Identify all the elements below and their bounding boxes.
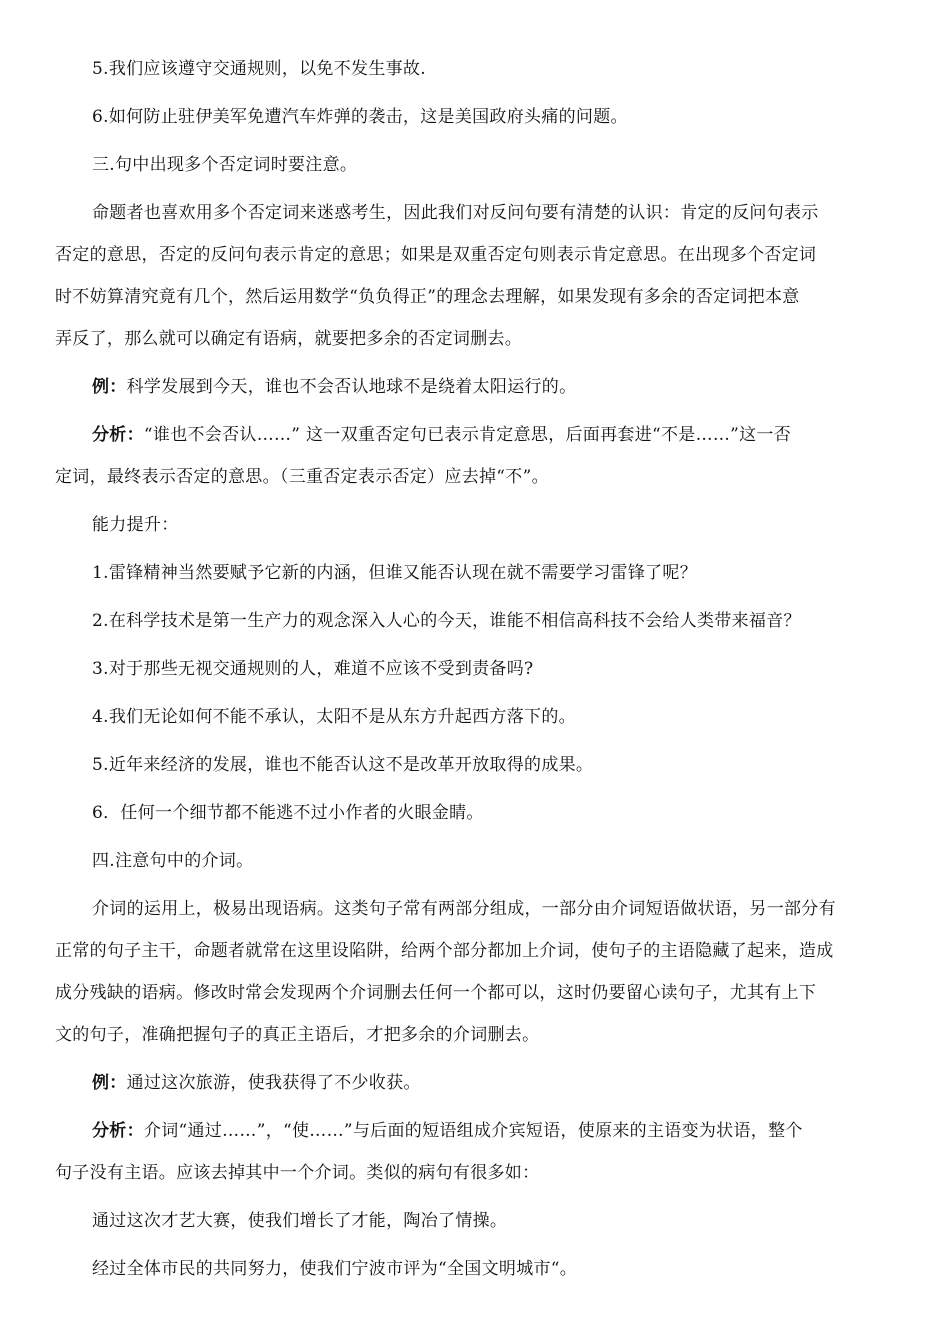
line-text: 6.如何防止驻伊美军免遭汽车炸弹的袭击，这是美国政府头痛的问题。 xyxy=(92,107,628,127)
line-text: 通过这次旅游，使我获得了不少收获。 xyxy=(126,1073,421,1093)
paragraph-line xyxy=(55,982,816,1004)
example-label: 例： xyxy=(92,1073,127,1093)
line-text: 定词，最终表示否定的意思。（三重否定表示否定）应去掉“不”。 xyxy=(55,467,549,487)
line-text: 能力提升： xyxy=(92,515,179,535)
section-heading xyxy=(92,154,357,176)
line-text: 命题者也喜欢用多个否定词来迷惑考生，因此我们对反问句要有清楚的认识：肯定的反问句表示 xyxy=(92,203,819,223)
paragraph-line xyxy=(55,940,834,962)
line-text: 4.我们无论如何不能不承认，太阳不是从东方升起西方落下的。 xyxy=(92,707,576,727)
paragraph-line xyxy=(55,286,800,308)
paragraph-line xyxy=(92,1210,507,1232)
example-line xyxy=(92,1072,421,1094)
line-text: 正常的句子主干，命题者就常在这里设陷阱，给两个部分都加上介词，使句子的主语隐藏了起来，造成 xyxy=(55,941,834,961)
line-text: 成分残缺的语病。修改时常会发现两个介词删去任何一个都可以，这时仍要留心读句子，尤其有上下 xyxy=(55,983,817,1003)
subheading xyxy=(92,514,179,536)
line-text: 经过全体市民的共同努力，使我们宁波市评为“全国文明城市“。 xyxy=(92,1259,578,1279)
paragraph-line xyxy=(92,202,819,224)
analysis-line xyxy=(92,424,791,446)
line-text: 否定的意思，否定的反问句表示肯定的意思；如果是双重否定句则表示肯定意思。在出现多个否定词 xyxy=(55,245,817,265)
list-item xyxy=(92,610,801,632)
line-text: 5.近年来经济的发展，谁也不能否认这不是改革开放取得的成果。 xyxy=(92,755,594,775)
line-text: 三.句中出现多个否定词时要注意。 xyxy=(92,155,358,175)
line-text: 2.在科学技术是第一生产力的观念深入人心的今天，谁能不相信高科技不会给人类带来福音？ xyxy=(92,611,801,631)
line-text: 文的句子，准确把握句子的真正主语后，才把多余的介词删去。 xyxy=(55,1025,540,1045)
paragraph-line xyxy=(92,58,426,80)
list-item xyxy=(92,802,484,824)
line-text: 时不妨算清究竟有几个，然后运用数学“负负得正”的理念去理解，如果发现有多余的否定词把本意 xyxy=(55,287,800,307)
list-item xyxy=(92,562,697,584)
analysis-label: 分析： xyxy=(92,425,144,445)
line-text: 6．任何一个细节都不能逃不过小作者的火眼金睛。 xyxy=(92,803,484,823)
list-item xyxy=(92,754,593,776)
line-text: 句子没有主语。应该去掉其中一个介词。类似的病句有很多如： xyxy=(55,1163,540,1183)
list-item xyxy=(92,658,533,680)
paragraph-line xyxy=(92,106,628,128)
list-item xyxy=(92,706,576,728)
paragraph-line xyxy=(55,244,816,266)
section-heading xyxy=(92,850,253,872)
analysis-line xyxy=(92,1120,803,1142)
line-text: 通过这次才艺大赛，使我们增长了才能，陶冶了情操。 xyxy=(92,1211,508,1231)
paragraph-line xyxy=(55,1024,539,1046)
paragraph-line xyxy=(55,466,549,488)
example-line xyxy=(92,376,576,398)
line-text: “谁也不会否认……” 这一双重否定句已表示肯定意思，后面再套进“不是……”这一否 xyxy=(143,425,792,445)
line-text: 1.雷锋精神当然要赋予它新的内涵，但谁又能否认现在就不需要学习雷锋了呢？ xyxy=(92,563,698,583)
line-text: 科学发展到今天，谁也不会否认地球不是绕着太阳运行的。 xyxy=(126,377,577,397)
line-text: 弄反了，那么就可以确定有语病，就要把多余的否定词删去。 xyxy=(55,329,523,349)
paragraph-line xyxy=(55,328,522,350)
line-text: 3.对于那些无视交通规则的人，难道不应该不受到责备吗? xyxy=(92,659,534,679)
paragraph-line xyxy=(55,1162,539,1184)
line-text: 介词“通过……”，“使……”与后面的短语组成介宾短语，使原来的主语变为状语，整个 xyxy=(143,1121,803,1141)
example-label: 例： xyxy=(92,377,127,397)
paragraph-line xyxy=(92,898,836,920)
line-text: 介词的运用上，极易出现语病。这类句子常有两部分组成，一部分由介词短语做状语，另一部分有 xyxy=(92,899,836,919)
analysis-label: 分析： xyxy=(92,1121,144,1141)
paragraph-line xyxy=(92,1258,577,1280)
line-text: 5.我们应该遵守交通规则，以免不发生事故. xyxy=(92,59,426,79)
line-text: 四.注意句中的介词。 xyxy=(92,851,254,871)
